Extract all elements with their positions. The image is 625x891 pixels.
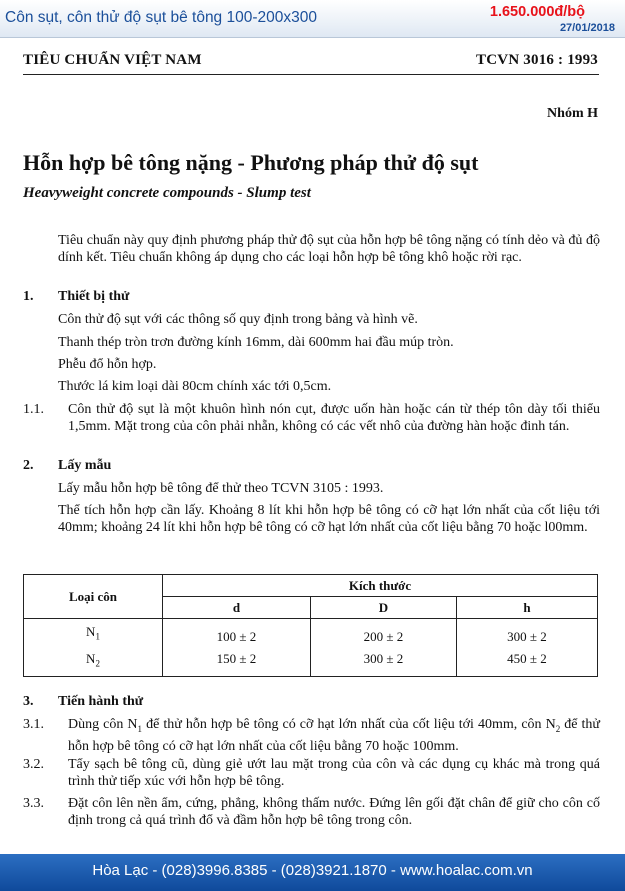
section-1-title: Thiết bị thử [58, 289, 130, 304]
footer-contact-text: Hòa Lạc - (028)3996.8385 - (028)3921.1870 - www.hoalac.com.vn [92, 862, 533, 879]
section-1-number: 1. [23, 289, 34, 304]
h-cell: 300 ± 2 450 ± 2 [457, 619, 598, 677]
product-title: Côn sụt, côn thử độ sụt bê tông 100-200x300 [5, 9, 317, 26]
equipment-line: Côn thử độ sụt với các thông số quy định trong bảng và hình vẽ. [58, 312, 418, 327]
document-subtitle: Heavyweight concrete compounds - Slump test [23, 185, 311, 201]
item-1-1-number: 1.1. [23, 402, 44, 417]
header-cone-type: Loại côn [24, 575, 163, 619]
cone-dimensions-table [23, 574, 598, 677]
header-dimensions: Kích thước [163, 575, 598, 597]
standard-country-header: TIÊU CHUẨN VIỆT NAM [23, 52, 202, 68]
item-3-2-text: Tẩy sạch bê tông cũ, dùng giẻ ướt lau mặt trong của côn và các dụng cụ khác mà trong quá trình thử tiếp xúc với hỗn hợp bê tông. [68, 757, 600, 789]
item-3-1-number: 3.1. [23, 717, 44, 732]
group-label: Nhóm H [547, 106, 598, 121]
document-title: Hỗn hợp bê tông nặng - Phương pháp thử độ sụt [23, 150, 479, 175]
section-3-number: 3. [23, 694, 34, 709]
item-3-2-number: 3.2. [23, 757, 44, 772]
item-3-1-text: Dùng côn $N_1$ để thử hỗn hợp bê tông có cỡ hạt lớn nhất của cốt liệu tới 40mm, côn $N_2$ để thử hỗn hợp bê tông có cỡ hạt lớn nhất của cốt liệu bằng 70 hoặc 100mm. [68, 717, 601, 754]
intro-paragraph: Tiêu chuẩn này quy định phương pháp thử độ sụt của hỗn hợp bê tông nặng có tính dẻo và đủ độ dính kết. Tiêu chuẩn không áp dụng cho các loại hỗn hợp bê tông khô hoặc rời rạc. [58, 233, 600, 265]
section-3-title: Tiến hành thử [58, 694, 144, 709]
equipment-line: Thước lá kim loại dài 80cm chính xác tới 0,5cm. [58, 379, 332, 394]
section-2-number: 2. [23, 458, 34, 473]
sampling-volume-text: Thể tích hỗn hợp cần lấy. Khoảng 8 lít khi hỗn hợp bê tông có cỡ hạt lớn nhất của cốt liệu tới 40mm; khoảng 24 lít khi hỗn hợp bê tông có cỡ hạt lớn nhất của cốt liệu bằng 70 hoặc l00mm. [58, 503, 600, 535]
contact-footer [0, 854, 625, 891]
header-divider [23, 74, 599, 75]
top-banner [0, 0, 625, 38]
item-3-3-number: 3.3. [23, 796, 44, 811]
section-2-title: Lấy mẫu [58, 458, 112, 473]
item-1-1-text: Côn thử độ sụt là một khuôn hình nón cụt, được uốn hàn hoặc cán từ thép tôn dày tối thiểu 1,5mm. Mặt trong của côn phải nhẵn, không có các vết nhô của đường hàn hoặc đinh tán. [68, 402, 600, 434]
header-D: D [311, 597, 457, 619]
cone-type-cell: $N_1$ $N_2$ [24, 619, 163, 677]
standard-code: TCVN 3016 : 1993 [476, 52, 598, 68]
D-cell: 200 ± 2 300 ± 2 [311, 619, 457, 677]
product-price: 1.650.000đ/bộ [489, 4, 585, 20]
d-cell: 100 ± 2 150 ± 2 [163, 619, 311, 677]
sampling-line: Lấy mẫu hỗn hợp bê tông để thử theo TCVN 3105 : 1993. [58, 481, 384, 496]
equipment-line: Phễu đổ hỗn hợp. [58, 357, 157, 372]
item-3-3-text: Đặt côn lên nền ẩm, cứng, phẳng, không thấm nước. Đứng lên gối đặt chân để giữ cho côn cố định trong cả quá trình đổ và đầm hỗn hợp bê tông trong côn. [68, 796, 600, 828]
table-data-row [24, 619, 598, 677]
equipment-line: Thanh thép tròn trơn đường kính 16mm, dài 600mm hai đầu múp tròn. [58, 335, 454, 350]
post-date: 27/01/2018 [559, 22, 615, 34]
header-d: d [163, 597, 311, 619]
header-h: h [457, 597, 598, 619]
